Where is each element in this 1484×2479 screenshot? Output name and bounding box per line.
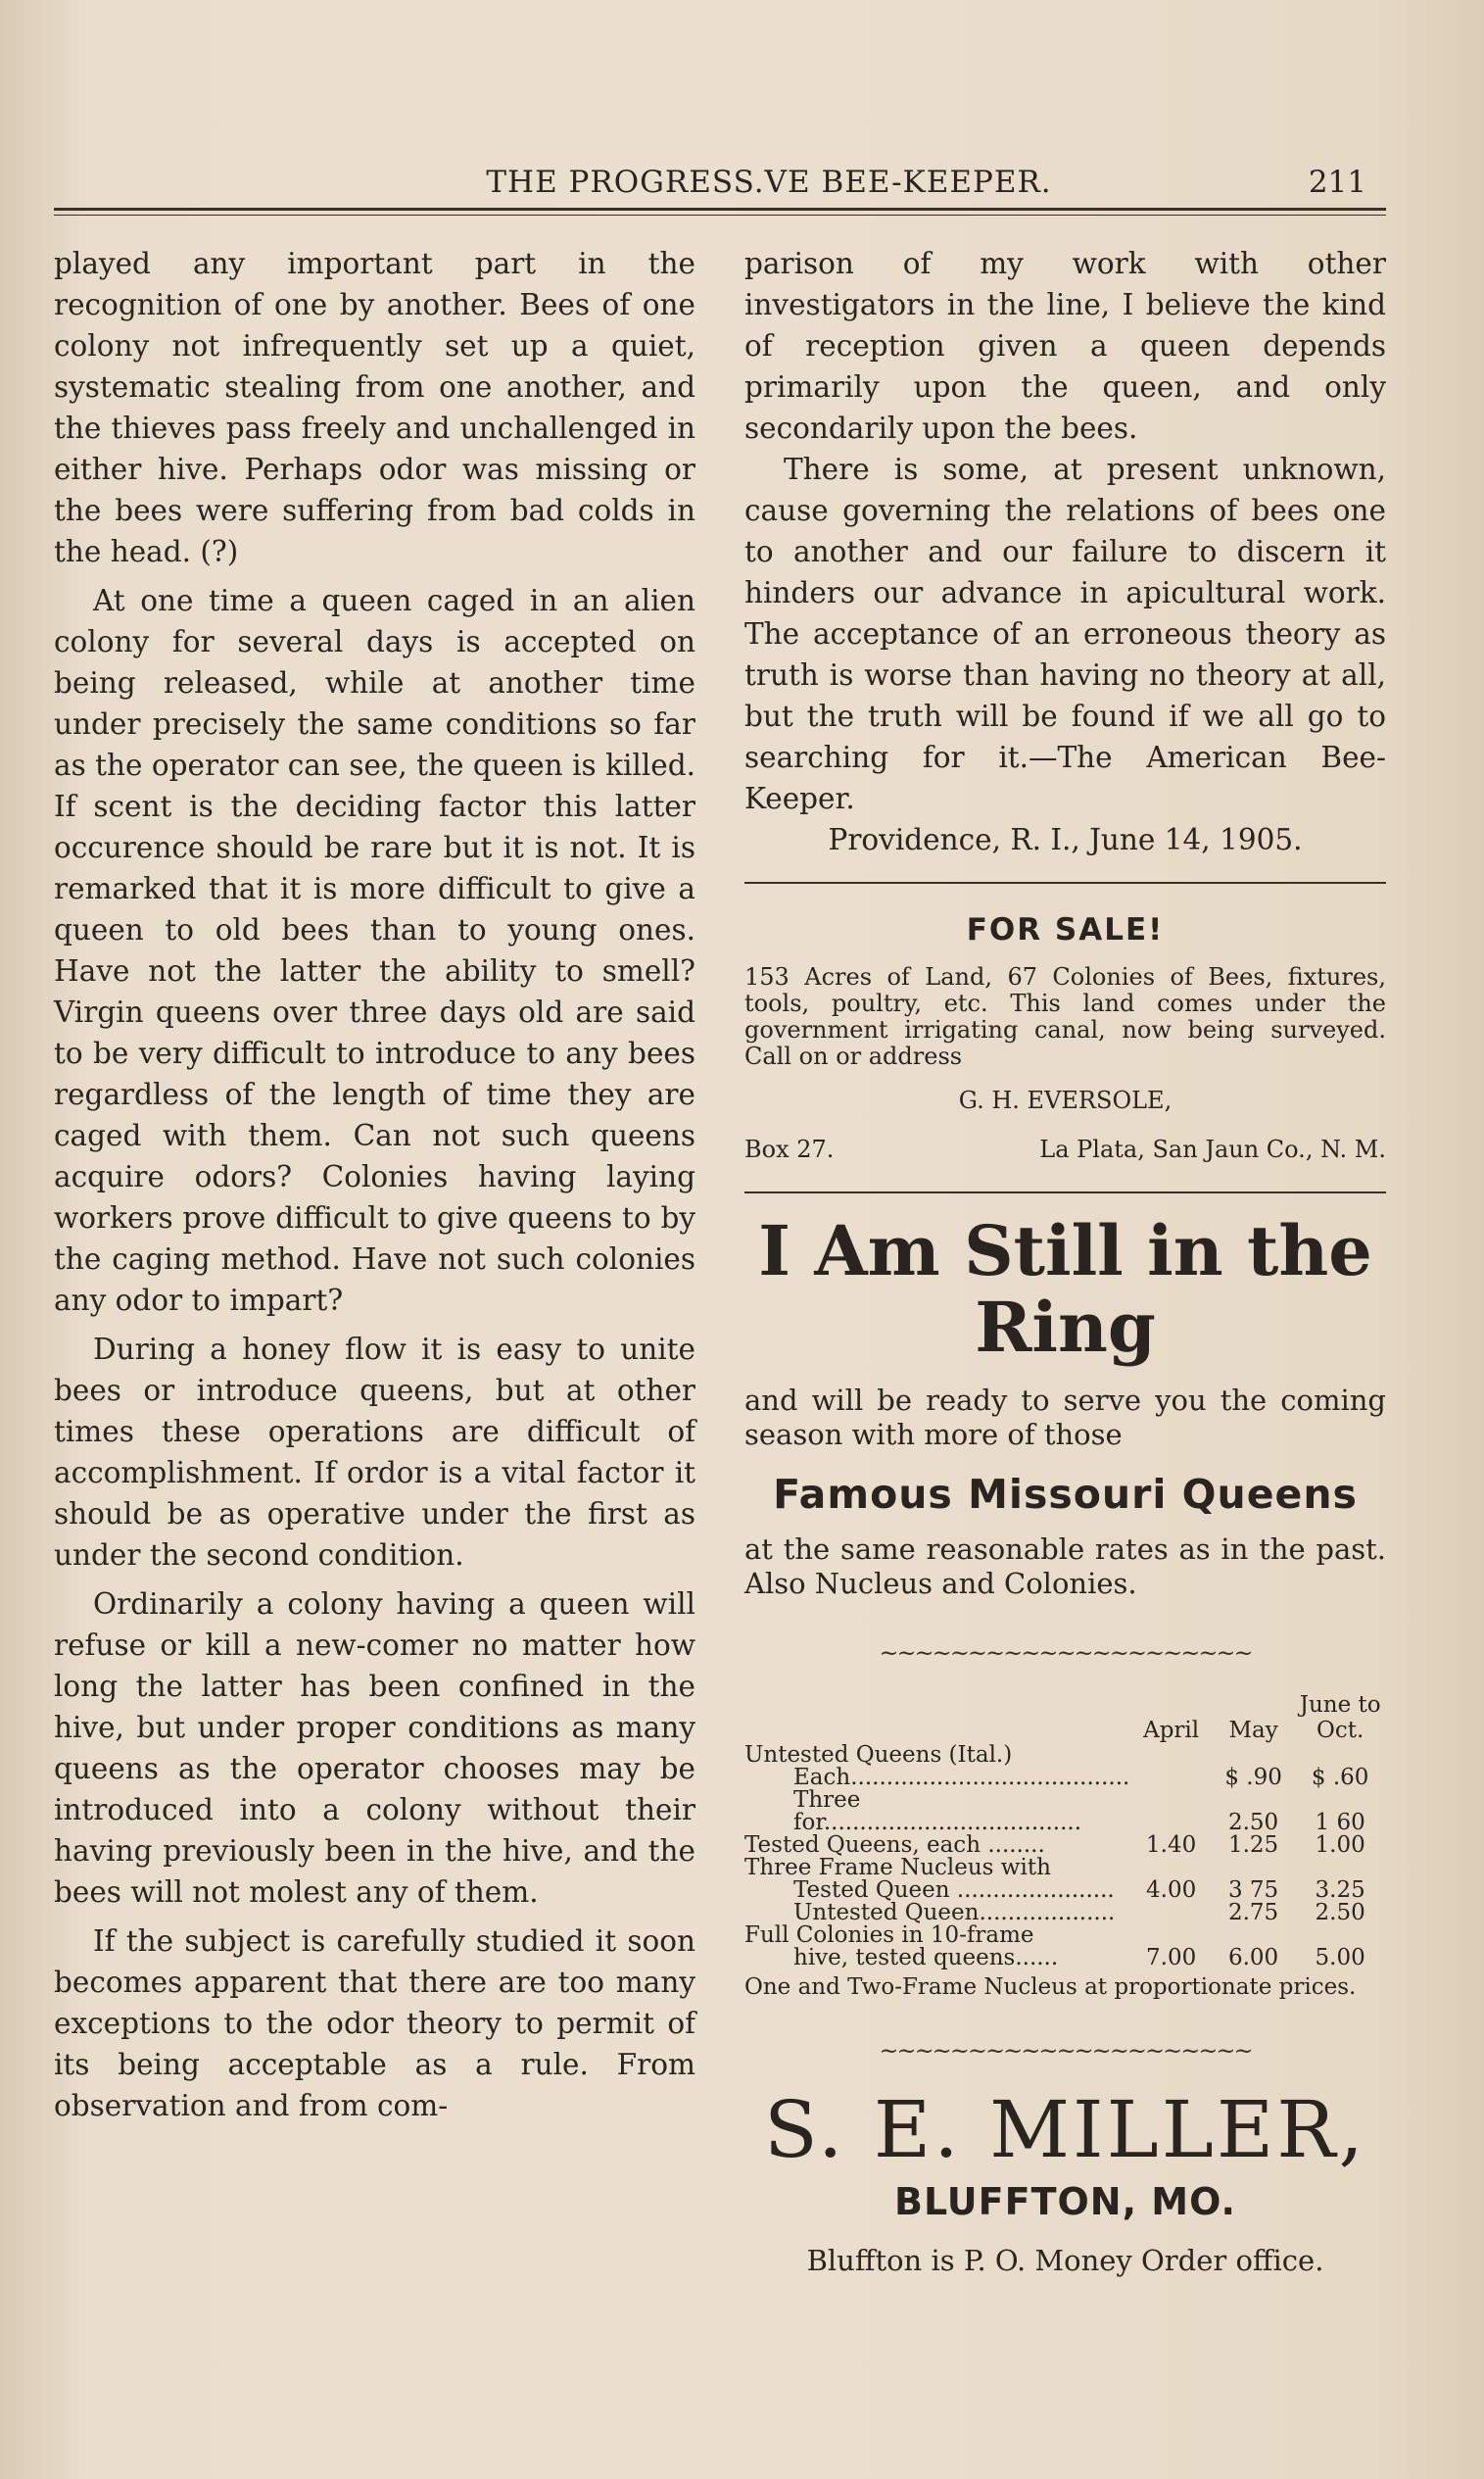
price-cell bbox=[1129, 1924, 1213, 1947]
price-cell bbox=[1213, 1857, 1294, 1879]
for-sale-box: Box 27. bbox=[744, 1136, 835, 1163]
price-label: hive, tested queens...... bbox=[793, 1945, 1059, 1970]
price-cell bbox=[1213, 1924, 1294, 1947]
ad-rates-text: at the same reasonable rates as in the past. Also Nucleus and Colonies. bbox=[744, 1532, 1386, 1600]
ornament-squiggle: ~~~~~~~~~~~~~~~~~~~~~ bbox=[879, 1639, 1252, 1667]
price-label: Untested Queen................... bbox=[793, 1900, 1116, 1925]
header-rule bbox=[54, 208, 1386, 216]
price-table-header bbox=[744, 1691, 1386, 1744]
ad-headline: I Am Still in the Ring bbox=[758, 1210, 1372, 1368]
price-cell bbox=[1129, 1767, 1213, 1789]
price-row bbox=[744, 1902, 1386, 1924]
price-label: Three Frame Nucleus with bbox=[744, 1855, 1051, 1880]
price-row bbox=[744, 1789, 1386, 1834]
article-signoff: Providence, R. I., June 14, 1905. bbox=[828, 823, 1303, 856]
price-cell bbox=[1129, 1902, 1213, 1924]
price-row bbox=[744, 1767, 1386, 1789]
price-cell: $ .60 bbox=[1311, 1765, 1369, 1790]
price-col-header: April bbox=[1143, 1718, 1200, 1743]
price-cell: 1.25 bbox=[1227, 1832, 1279, 1858]
price-cell: 7.00 bbox=[1146, 1945, 1197, 1970]
for-sale-ad bbox=[744, 909, 1386, 1170]
ad-subhead: Famous Missouri Queens bbox=[773, 1471, 1358, 1518]
price-row bbox=[744, 1857, 1386, 1879]
price-row bbox=[744, 1947, 1386, 1969]
price-table bbox=[744, 1691, 1386, 1969]
seller-name: S. E. MILLER, bbox=[764, 2084, 1366, 2175]
price-label: Full Colonies in 10-frame bbox=[744, 1922, 1034, 1948]
article-paragraph: Ordinarily a colony having a queen will refuse or kill a new-comer no matter how long the latter has been confined in the hive, but under proper conditions as many queens as the operator chooses may be introduced into a colony without their having previously been in the hive, and the bees will not molest any of them. bbox=[54, 1587, 695, 1909]
price-label: Tested Queen ...................... bbox=[793, 1877, 1115, 1903]
price-label: Tested Queens, each ........ bbox=[744, 1832, 1045, 1858]
for-sale-body: 153 Acres of Land, 67 Colonies of Bees, fixtures, tools, poultry, etc. This land comes under the government irrigating canal, now being surveyed. Call on or address bbox=[744, 963, 1386, 1070]
price-cell bbox=[1129, 1789, 1213, 1834]
price-row bbox=[744, 1744, 1386, 1767]
article-paragraph: There is some, at present unknown, cause governing the relations of bees one to another and our failure to discern it hinders our advance in apicultural work. The acceptance of an erroneous theory as truth is worse than having no theory at all, but the truth will be found if we all go to searching for it.—The American Bee-Keeper. bbox=[744, 453, 1386, 815]
article-paragraph: played any important part in the recognition of one by another. Bees of one colony not infrequently set up a quiet, systematic stealing from one another, and the thieves pass freely and unchallenged in either hive. Perhaps odor was missing or the bees were suffering from bad colds in the head. (?) bbox=[54, 247, 695, 568]
price-cell bbox=[1294, 1857, 1386, 1879]
price-cell: 2.75 bbox=[1227, 1900, 1279, 1925]
article-paragraph: During a honey flow it is easy to unite bees or introduce queens, but at other times these operations are difficult of accomplishment. If ordor is a vital factor it should be as operative under the first as under the second condition. bbox=[54, 1333, 695, 1572]
price-cell: 5.00 bbox=[1315, 1945, 1365, 1970]
price-cell: $ .90 bbox=[1224, 1765, 1282, 1790]
money-order-note: Bluffton is P. O. Money Order office. bbox=[806, 2244, 1324, 2277]
article-paragraph: At one time a queen caged in an alien colony for several days is accepted on being released, while at another time under precisely the same conditions so far as the operator can see, the queen is killed. If scent is the deciding factor this latter occurence should be rare but it is not. It is remarked that it is more difficult to give a queen to old bees than to young ones. Have not the latter the ability to smell? Virgin queens over three days old are said to be very difficult to introduce to any bees regardless of the length of time they are caged with them. Can not such queens acquire odors? Colonies having laying workers prove difficult to give queens to by the caging method. Have not such colonies any odor to impart? bbox=[54, 584, 695, 1317]
price-row bbox=[744, 1834, 1386, 1857]
for-sale-address-line bbox=[744, 1129, 1386, 1170]
divider bbox=[744, 1191, 1386, 1193]
ad-intro: and will be ready to serve you the coming season with more of those bbox=[744, 1384, 1386, 1451]
price-cell: 6.00 bbox=[1227, 1945, 1279, 1970]
price-cell bbox=[1294, 1744, 1386, 1767]
price-cell bbox=[1129, 1857, 1213, 1879]
price-row bbox=[744, 1924, 1386, 1947]
price-col-header: May bbox=[1228, 1718, 1278, 1743]
price-cell bbox=[1129, 1744, 1213, 1767]
running-title: THE PROGRESS.VE BEE-KEEPER. bbox=[486, 165, 1052, 200]
price-label: Each....................................... bbox=[793, 1765, 1130, 1790]
for-sale-address: La Plata, San Jaun Co., N. M. bbox=[1039, 1136, 1386, 1163]
queens-ad bbox=[744, 1210, 1386, 2281]
right-column bbox=[744, 243, 1386, 2281]
price-col-header: June to Oct. bbox=[1299, 1692, 1381, 1743]
divider bbox=[744, 882, 1386, 884]
left-column bbox=[54, 243, 695, 2126]
article-paragraph: parison of my work with other investigators in the line, I believe the kind of reception given a queen depends primarily upon the queen, and only secondarily upon the bees. bbox=[744, 247, 1386, 445]
price-cell: 2.50 bbox=[1227, 1810, 1279, 1835]
price-cell: 1 60 bbox=[1315, 1810, 1365, 1835]
price-cell: 2.50 bbox=[1315, 1900, 1365, 1925]
price-label: Untested Queens (Ital.) bbox=[744, 1742, 1013, 1768]
page-header bbox=[54, 157, 1386, 216]
price-cell bbox=[1294, 1924, 1386, 1947]
price-cell bbox=[1213, 1744, 1294, 1767]
price-col-header bbox=[744, 1691, 1129, 1744]
seller-town: BLUFFTON, MO. bbox=[893, 2180, 1236, 2223]
ornament-squiggle: ~~~~~~~~~~~~~~~~~~~~~ bbox=[879, 2037, 1252, 2065]
price-cell: 3.25 bbox=[1315, 1877, 1365, 1903]
price-cell: 1.40 bbox=[1146, 1832, 1197, 1858]
price-cell: 1.00 bbox=[1315, 1832, 1365, 1858]
for-sale-heading: FOR SALE! bbox=[966, 912, 1165, 948]
price-cell: 3 75 bbox=[1227, 1877, 1279, 1903]
article-paragraph: If the subject is carefully studied it soon becomes apparent that there are too many exceptions to the odor theory to permit of its being acceptable as a rule. From observation and from com- bbox=[54, 1924, 695, 2122]
price-row bbox=[744, 1879, 1386, 1902]
price-label: Three for.................................... bbox=[793, 1787, 1082, 1835]
for-sale-name: G. H. EVERSOLE, bbox=[958, 1087, 1173, 1114]
price-note: One and Two-Frame Nucleus at proportionate prices. bbox=[744, 1974, 1357, 2000]
price-cell: 4.00 bbox=[1146, 1877, 1197, 1903]
page-number: 211 bbox=[1308, 165, 1366, 200]
